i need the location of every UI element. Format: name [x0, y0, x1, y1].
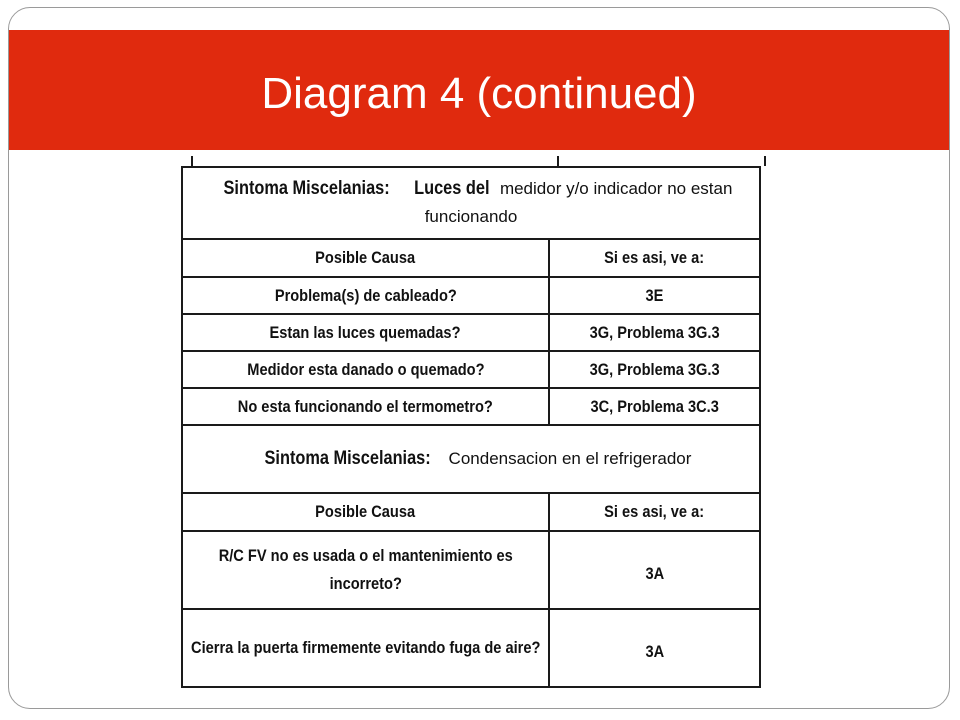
- symptom-row: [182, 167, 760, 239]
- header-ref: Si es asi, ve a:: [549, 239, 760, 277]
- symptom-text: Condensacion en el refrigerador: [448, 449, 692, 468]
- table-top-continuation: [181, 156, 759, 166]
- ref-cell: 3C, Problema 3C.3: [549, 388, 760, 425]
- symptom-row: [182, 425, 760, 493]
- cause-cell: Medidor esta danado o quemado?: [182, 351, 549, 388]
- header-row: [182, 493, 760, 531]
- cause-cell: Cierra la puerta firmemente evitando fuga de aire?: [182, 609, 549, 687]
- ref-cell: 3G, Problema 3G.3: [549, 351, 760, 388]
- table-row: [182, 609, 760, 687]
- symptom-label: Sintoma Miscelanias:: [264, 448, 431, 469]
- table-row: [182, 531, 760, 609]
- ref-cell: 3G, Problema 3G.3: [549, 314, 760, 351]
- table-row: [182, 351, 760, 388]
- header-row: [182, 239, 760, 277]
- ref-cell: 3A: [549, 531, 760, 609]
- cause-cell: No esta funcionando el termometro?: [182, 388, 549, 425]
- header-ref: Si es asi, ve a:: [549, 493, 760, 531]
- ref-cell: 3E: [549, 277, 760, 314]
- symptom-cell: [182, 425, 760, 493]
- header-cause: Posible Causa: [182, 493, 549, 531]
- continuation-line-middle: [557, 156, 559, 166]
- cause-cell: R/C FV no es usada o el mantenimiento es incorreto?: [182, 531, 549, 609]
- table-row: [182, 314, 760, 351]
- slide-title: Diagram 4 (continued): [261, 69, 697, 118]
- symptom-text: medidor y/o indicador no estan funcionando: [424, 179, 733, 226]
- symptom-label: Sintoma Miscelanias:: [223, 178, 390, 199]
- symptom-cell: [182, 167, 760, 239]
- ref-cell: 3A: [549, 609, 760, 687]
- table-row: [182, 277, 760, 314]
- continuation-line-right: [764, 156, 766, 166]
- cause-cell: Problema(s) de cableado?: [182, 277, 549, 314]
- continuation-line-left: [191, 156, 193, 166]
- symptom-text-bold: Luces del: [413, 178, 490, 199]
- diagram-table-wrap: [181, 156, 759, 688]
- table-row: [182, 388, 760, 425]
- header-cause: Posible Causa: [182, 239, 549, 277]
- troubleshooting-table: [181, 166, 761, 688]
- cause-cell: Estan las luces quemadas?: [182, 314, 549, 351]
